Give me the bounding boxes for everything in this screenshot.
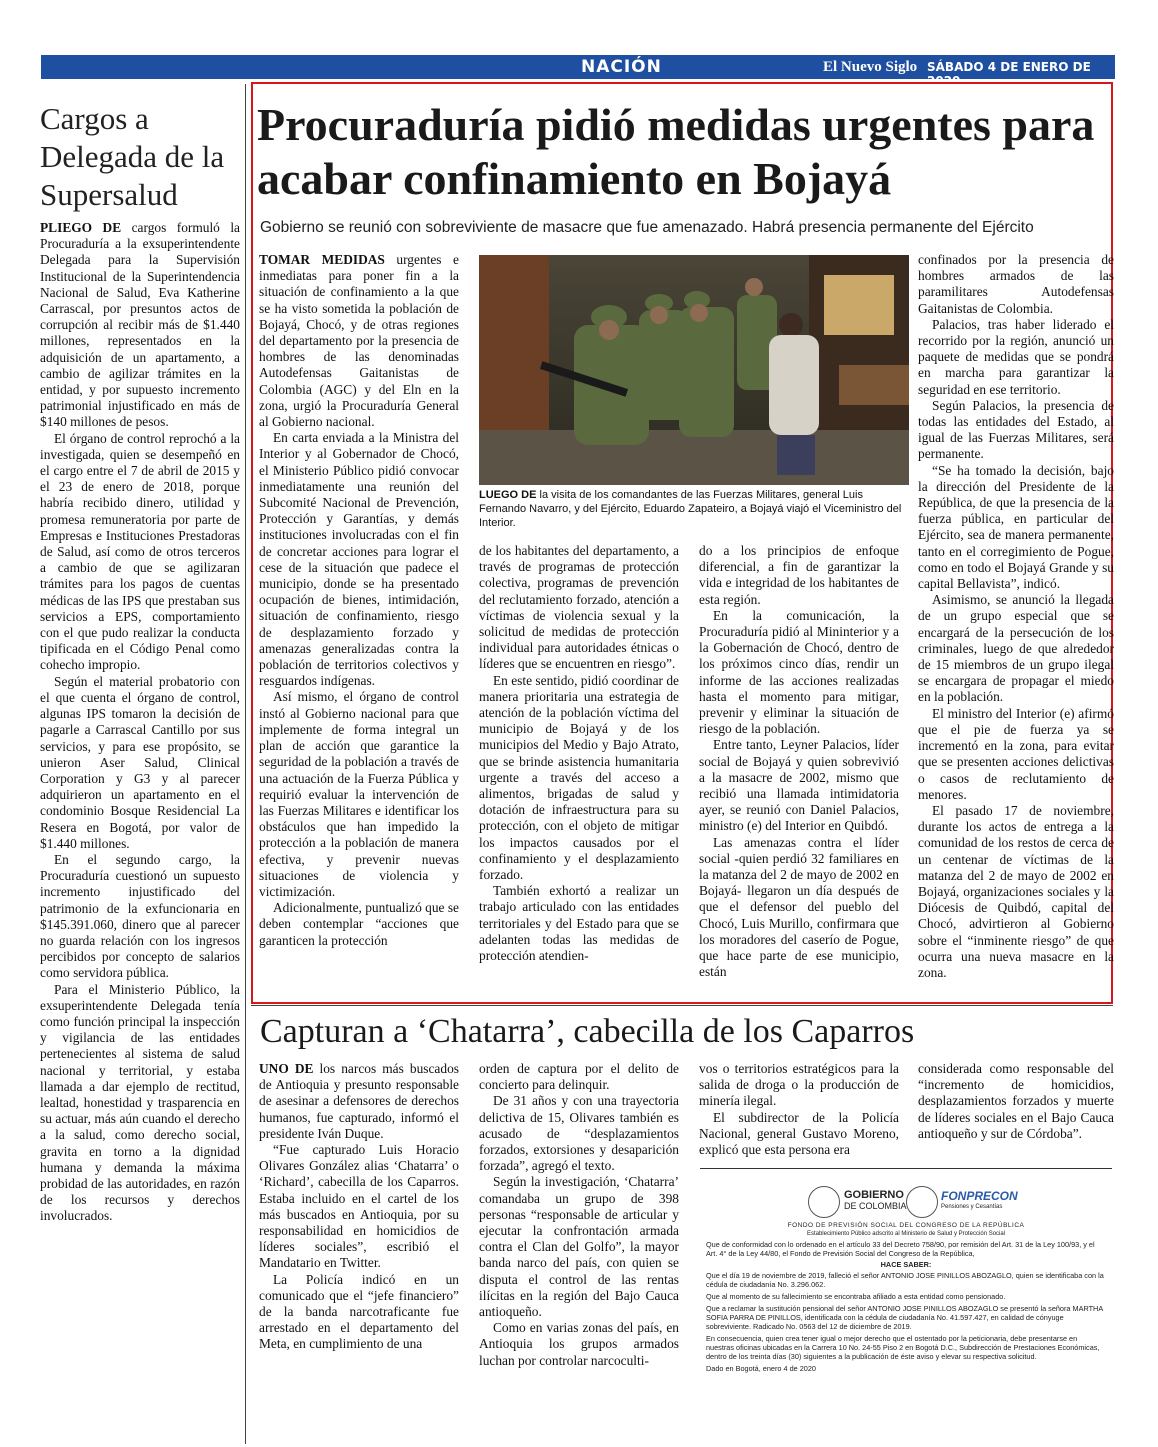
article-paragraph bbox=[479, 543, 679, 673]
paragraph-text: La Policía indicó en un comunicado que el “jefe financiero” de la banda narcotraficante fue arrestado en el departamento del Meta, en cumplimiento de una bbox=[259, 1271, 459, 1352]
article-paragraph bbox=[40, 852, 240, 982]
paragraph-text: El ministro del Interior (e) afirmó que el pie de fuerza ya se incrementó en la zona, para evitar que se presenten acciones delictivas o casos de reclutamiento de menores. bbox=[918, 705, 1114, 802]
paragraph-text: Según el material probatorio con el que cuenta el órgano de control, algunas IPS tomaron la decisión de pagarle a Carrascal Cantillo por sus servicios, y para ese propósito, se unieron Aser Salud, Clinical Corporation y G3 y al parecer adquirieron un apartamento en el condominio Bosque Residencial La Resera en Bogotá, por valor de $1.440 millones. bbox=[40, 673, 240, 851]
second-article-column-3 bbox=[699, 1061, 899, 1158]
paragraph-text: de los habitantes del departamento, a través de programas de protección colectiva, programas de prevención del reclutamiento forzado, atención a víctimas de violencia sexual y la solicitud de medidas de protección individual para autoridades étnicas o líderes que se encuentren en riesgo”. bbox=[479, 543, 679, 672]
fonprecon-logo: FONPRECON bbox=[941, 1189, 1018, 1203]
page-number: 9B bbox=[1129, 56, 1156, 77]
article-paragraph bbox=[699, 608, 899, 738]
paragraph-text: Palacios, tras haber liderado el recorrido por la región, anunció un paquete de medidas que se pondrá en marcha para garantizar la seguridad en ese territorio. bbox=[918, 316, 1114, 397]
paragraph-text: El pasado 17 de noviembre, durante los actos de entrega a la comunidad de los restos de cerca de un centenar de víctimas de la matanza del 2 de mayo de 2002 en Bojayá, organizaciones sociales y la Diócesis de Quibdó, capital del Chocó, advirtieron al Gobierno sobre el “inminente riesgo” de que ocurra una nueva masacre en la zona. bbox=[918, 802, 1114, 980]
paragraph-lead: TOMAR MEDIDAS bbox=[259, 252, 385, 267]
article-paragraph bbox=[259, 252, 459, 430]
paragraph-text: En la comunicación, la Procuraduría pidió al Mininterior y a la Gobernación de Chocó, dentro de los próximos cinco días, rendir un informe de las acciones realizadas hasta el momento para mitigar, prevenir y eliminar la situación de riesgo de la población. bbox=[699, 607, 899, 737]
notice-paragraph-2: Que al momento de su fallecimiento se encontraba afiliado a esta entidad como pensionado. bbox=[706, 1292, 1006, 1301]
gov-logo-line-1: GOBIERNO bbox=[844, 1189, 904, 1201]
notice-paragraph-4: En consecuencia, quien crea tener igual o mejor derecho que el ostentado por la peticionaria, debe presentarse en nuestras oficinas ubicadas en la Carrera 10 No. 24-55 Piso 2 en Bogotá D.C., Subdirección de Prestaciones Económicas, dentro de los treinta días (30) siguientes a la publicación de éste aviso y elevar su respectiva solicitud. bbox=[706, 1334, 1100, 1361]
main-article-column-1 bbox=[259, 252, 459, 949]
issue-date: SÁBADO 4 DE ENERO DE 2020 bbox=[927, 60, 1091, 88]
article-paragraph bbox=[40, 982, 240, 1225]
photo-caption bbox=[479, 488, 909, 530]
article-paragraph bbox=[259, 1272, 459, 1353]
article-paragraph bbox=[479, 673, 679, 884]
article-paragraph bbox=[479, 1093, 679, 1174]
legal-notice bbox=[700, 1178, 1112, 1413]
notice-body bbox=[706, 1240, 1106, 1373]
article-paragraph bbox=[40, 220, 240, 431]
paragraph-text: Según la investigación, ‘Chatarra’ comandaba un grupo de 398 personas “responsable de articular y ejecutar la confrontación armada contra el Clan del Golfo”, la mayor banda narco del país, con quien se disputa el control de las rentas ilícitas en la región del Bajo Cauca antioqueño. bbox=[479, 1174, 679, 1320]
article-paragraph bbox=[918, 1061, 1114, 1142]
fonprecon-tagline: Pensiones y Cesantías bbox=[941, 1204, 1003, 1210]
caption-lead: LUEGO DE bbox=[479, 489, 537, 501]
article-paragraph bbox=[918, 252, 1114, 317]
paragraph-lead: PLIEGO DE bbox=[40, 220, 122, 235]
section-name: NACIÓN bbox=[581, 57, 662, 77]
article-paragraph bbox=[699, 543, 899, 608]
main-article-column-3 bbox=[699, 543, 899, 980]
entity-name: FONDO DE PREVISIÓN SOCIAL DEL CONGRESO DE LA REPÚBLICA bbox=[787, 1222, 1025, 1229]
column-divider bbox=[245, 84, 246, 1444]
colombia-shield-icon bbox=[808, 1186, 840, 1218]
article-paragraph bbox=[259, 430, 459, 689]
notice-intro: Que de conformidad con lo ordenado en el artículo 33 del Decreto 758/90, por remisión del Art. 31 de la Ley 100/93, y el Art. 4° de la Ley 44/80, el Fondo de Previsión Social del Congreso de la República, bbox=[706, 1240, 1095, 1258]
article-paragraph bbox=[259, 900, 459, 949]
paragraph-text: Las amenazas contra el líder social -quien perdió 32 familiares en la matanza del 2 de mayo de 2002 en Bojayá- llegaron un día después de que el defensor del pueblo del Chocó, Luis Murillo, confirmara que los moradores del caserío de Pogue, que hace parte de ese municipio, están bbox=[699, 834, 899, 980]
paragraph-text: También exhortó a realizar un trabajo articulado con las entidades territoriales y del Estado para que se adelanten todas las medidas de protección atendien- bbox=[479, 883, 679, 964]
notice-paragraph-1: Que el día 19 de noviembre de 2019, falleció el señor ANTONIO JOSE PINILLOS ABOZAGLO, quien se identificaba con la cédula de ciudadanía No. 3.296.062. bbox=[706, 1271, 1104, 1289]
article-paragraph bbox=[918, 706, 1114, 803]
second-article-column-1 bbox=[259, 1061, 459, 1353]
paragraph-text: Asimismo, se anunció la llegada de un grupo especial que se encargará de la persecución de los criminales, luego de que alrededor de 15 miembros de un grupo ilegal se encargara de propagar el miedo en la población. bbox=[918, 592, 1114, 705]
paragraph-text: En este sentido, pidió coordinar de manera prioritaria una estrategia de atención de la población víctima del municipio de Bojayá y de los municipios del Medio y Bajo Atrato, que se brinde asistencia humanitaria urgente a través del acceso a alimentos, brigadas de salud y dotación de infraestructura para su protección, con el objeto de mitigar los impactos causados por el confinamiento y el desplazamiento forzado. bbox=[479, 672, 679, 883]
article-paragraph bbox=[259, 1061, 459, 1142]
paragraph-text: do a los principios de enfoque diferencial, a fin de garantizar la vida e integridad de los habitantes de esta región. bbox=[699, 543, 899, 607]
news-photo bbox=[479, 255, 909, 485]
gov-logo-line-2: DE COLOMBIA bbox=[844, 1201, 907, 1211]
paragraph-text: los narcos más buscados de Antioquia y presunto responsable de asesinar a defensores de derechos humanos, fue capturado, informó el presidente Iván Duque. bbox=[259, 1061, 459, 1141]
notice-hace-saber: HACE SABER: bbox=[880, 1260, 932, 1269]
main-article-column-4 bbox=[918, 252, 1114, 981]
notice-date: Dado en Bogotá, enero 4 de 2020 bbox=[706, 1364, 816, 1373]
paragraph-text: Como en varias zonas del país, en Antioquia los grupos armados luchan por controlar narcoculti- bbox=[479, 1320, 679, 1368]
paragraph-text: “Se ha tomado la decisión, bajo la dirección del Presidente de la República, de que la presencia de la fuerza pública, en particular del Ejército, sea de manera permanente, tanto en el corregimiento de Pogue, como en todo el Bojayá Grande y su capital Bellavista”, indicó. bbox=[918, 462, 1114, 592]
main-headline: Procuraduría pidió medidas urgentes para acabar confinamiento en Bojayá bbox=[257, 99, 1095, 204]
paragraph-text: considerada como responsable del “incremento de homicidios, desplazamientos forzados y muerte de líderes sociales en el Bajo Cauca antioqueño y sur de Córdoba”. bbox=[918, 1061, 1114, 1141]
section-header-bar bbox=[41, 55, 1156, 88]
main-subheadline: Gobierno se reunió con sobreviviente de masacre que fue amenazado. Habrá presencia permanente del Ejército bbox=[260, 219, 1034, 236]
paragraph-text: Adicionalmente, puntualizó que se deben contemplar “acciones que garanticen la protección bbox=[259, 900, 459, 948]
soldiers-meeting-photo bbox=[479, 255, 909, 485]
second-article-column-4 bbox=[918, 1061, 1114, 1142]
article-paragraph bbox=[918, 398, 1114, 463]
paragraph-text: urgentes e inmediatas para poner fin a la situación de confinamiento a la que se ha visto sometida la población de Bojayá, Chocó, y de otras regiones del departamento por la presencia de hombres de las denominadas Autodefensas Gaitanistas de Colombia (AGC) y del Eln en la zona, urgió la Procuraduría General al Gobierno nacional. bbox=[259, 252, 459, 430]
article-paragraph bbox=[479, 883, 679, 964]
article-paragraph bbox=[479, 1061, 679, 1093]
caption-text: la visita de los comandantes de las Fuerzas Militares, general Luis Fernando Navarro, y del Ejército, Eduardo Zapateiro, a Bojayá viajó el Viceministro del Interior. bbox=[479, 489, 902, 529]
paragraph-text: El órgano de control reprochó a la investigada, quien se desempeñó en el cargo entre el 7 de abril de 2015 y el 23 de enero de 2018, porque habría recibido dinero, utilidad y promesa remuneratoria por parte de Empresas e Instituciones Prestadoras de Salud, así como de otros terceros a cambio de que se agilizaran trámites para los pagos de cuentas médicas de las IPS que prestaban sus servicios a EPS, comportamiento con el que pudo realizar la conducta tipificada en el Código Penal como cohecho impropio. bbox=[40, 430, 240, 673]
article-paragraph bbox=[699, 835, 899, 981]
article-paragraph bbox=[918, 463, 1114, 593]
paragraph-text: orden de captura por el delito de concierto para delinquir. bbox=[479, 1061, 679, 1093]
sidebar-article-body bbox=[40, 220, 240, 1225]
paragraph-text: Según Palacios, la presencia de todas las entidades del Estado, al igual de las Fuerzas Militares, será permanente. bbox=[918, 397, 1114, 462]
paragraph-text: “Fue capturado Luis Horacio Olivares González alias ‘Chatarra’ o ‘Richard’, cabecilla de los Caparros. Estaba incluido en el cartel de los más buscados en Antioquia, por su responsabilidad en homicidios de líderes sociales”, escribió el Mandatario en Twitter. bbox=[259, 1142, 459, 1271]
article-divider bbox=[251, 1005, 1113, 1006]
article-paragraph bbox=[918, 317, 1114, 398]
paragraph-text: De 31 años y con una trayectoria delictiva de 15, Olivares también es acusado de “desplazamientos forzados, extorsiones y desaparición forzada”, agregó el texto. bbox=[479, 1093, 679, 1174]
paragraph-text: En el segundo cargo, la Procuraduría cuestionó un supuesto incremento injustificado del patrimonio de la exfuncionaria en $145.391.060, dinero que al parecer no guarda relación con los ingresos percibidos por concepto de salarios como servidora pública. bbox=[40, 851, 240, 981]
article-paragraph bbox=[918, 592, 1114, 705]
notice-paragraph-3: Que a reclamar la sustitución pensional del señor ANTONIO JOSE PINILLOS ABOZAGLO se presentó la señora MARTHA SOFIA PARRA DE PINILLOS, identificada con la cédula de ciudadanía No. 41.597.427, en calidad de cónyuge sobreviviente. Radicado No. 0563 del 12 de diciembre de 2019. bbox=[706, 1304, 1103, 1331]
fonprecon-seal-icon bbox=[906, 1186, 938, 1218]
sidebar-headline: Cargos a Delegada de la Supersalud bbox=[40, 101, 225, 212]
paragraph-text: Para el Ministerio Público, la exsuperintendente Delegada tenía como función principal la inspección y vigilancia de las entidades pertenecientes al sistema de salud nacional y territorial, y estaba llamada a dar ejemplo de rectitud, lealtad, honestidad y trasparencia en su actuar, más aún cuando el derecho a la salud, como derecho social, gravita en torno a la dignidad humana y demanda la máxima probidad de las autoridades, en razón de los recursos y derechos involucrados. bbox=[40, 981, 240, 1224]
article-paragraph bbox=[479, 1320, 679, 1369]
paragraph-text: El subdirector de la Policía Nacional, general Gustavo Moreno, explicó que esta persona era bbox=[699, 1109, 899, 1158]
article-paragraph bbox=[699, 737, 899, 834]
paragraph-lead: UNO DE bbox=[259, 1061, 314, 1076]
newspaper-brand: El Nuevo Siglo bbox=[823, 59, 918, 75]
paragraph-text: confinados por la presencia de hombres armados de las paramilitares Autodefensas Gaitanistas de Colombia. bbox=[918, 252, 1114, 316]
entity-subtitle: Establecimiento Público adscrito al Ministerio de Salud y Protección Social bbox=[806, 1231, 1006, 1237]
second-headline: Capturan a ‘Chatarra’, cabecilla de los Caparros bbox=[260, 1013, 915, 1050]
paragraph-text: cargos formuló la Procuraduría a la exsuperintendente Delegada para la Supervisión Institucional de la Superintendencia Nacional de Salud, Eva Katherine Carrascal, por presuntos actos de corrupción al recibir más de $1.440 millones, representados en la adquisición de un apartamento, a cambio de agilizar trámites en la entidad, y por supuesto incremento patrimonial injustificado en más de $140 millones de pesos. bbox=[40, 220, 240, 430]
paragraph-text: Así mismo, el órgano de control instó al Gobierno nacional para que implemente de forma integral un plan de acción que garantice la seguridad de la población a través de una actuación de la Fuerza Pública y requirió evaluar la intervención de las Fuerzas Militares e identificar los obstáculos que han impedido la protección a la población de manera efectiva, y prevenir nuevas situaciones de violencia y victimización. bbox=[259, 689, 459, 899]
main-article-column-2 bbox=[479, 543, 679, 964]
paragraph-text: Entre tanto, Leyner Palacios, líder social de Bojayá y quien sobrevivió a la masacre de 2002, mismo que recibió una llamada intimidatoria ayer, se reunió con Daniel Palacios, ministro (e) del Interior en Quibdó. bbox=[699, 737, 899, 834]
article-paragraph bbox=[40, 431, 240, 674]
article-paragraph bbox=[259, 689, 459, 900]
article-paragraph bbox=[699, 1061, 899, 1110]
second-article-column-2 bbox=[479, 1061, 679, 1369]
article-paragraph bbox=[699, 1110, 899, 1159]
article-paragraph bbox=[259, 1142, 459, 1272]
paragraph-text: vos o territorios estratégicos para la salida de droga o la producción de minería ilegal. bbox=[699, 1061, 899, 1109]
notice-divider bbox=[700, 1168, 1112, 1169]
article-paragraph bbox=[40, 674, 240, 852]
article-paragraph bbox=[918, 803, 1114, 981]
paragraph-text: En carta enviada a la Ministra del Interior y al Gobernador de Chocó, el Ministerio Público pidió convocar inmediatamente una reunión del Subcomité Nacional de Prevención, Protección y Garantías, y demás instituciones involucradas con el fin de concretar acciones para lograr el cese de la situación que padece el municipio, donde se ha presentado ocupación de bienes, intimidación, situación de confinamiento, riesgo de desplazamiento forzado y amenazas generalizadas contra la población de territorios colectivos y resguardos indígenas. bbox=[259, 430, 459, 689]
article-paragraph bbox=[479, 1174, 679, 1320]
